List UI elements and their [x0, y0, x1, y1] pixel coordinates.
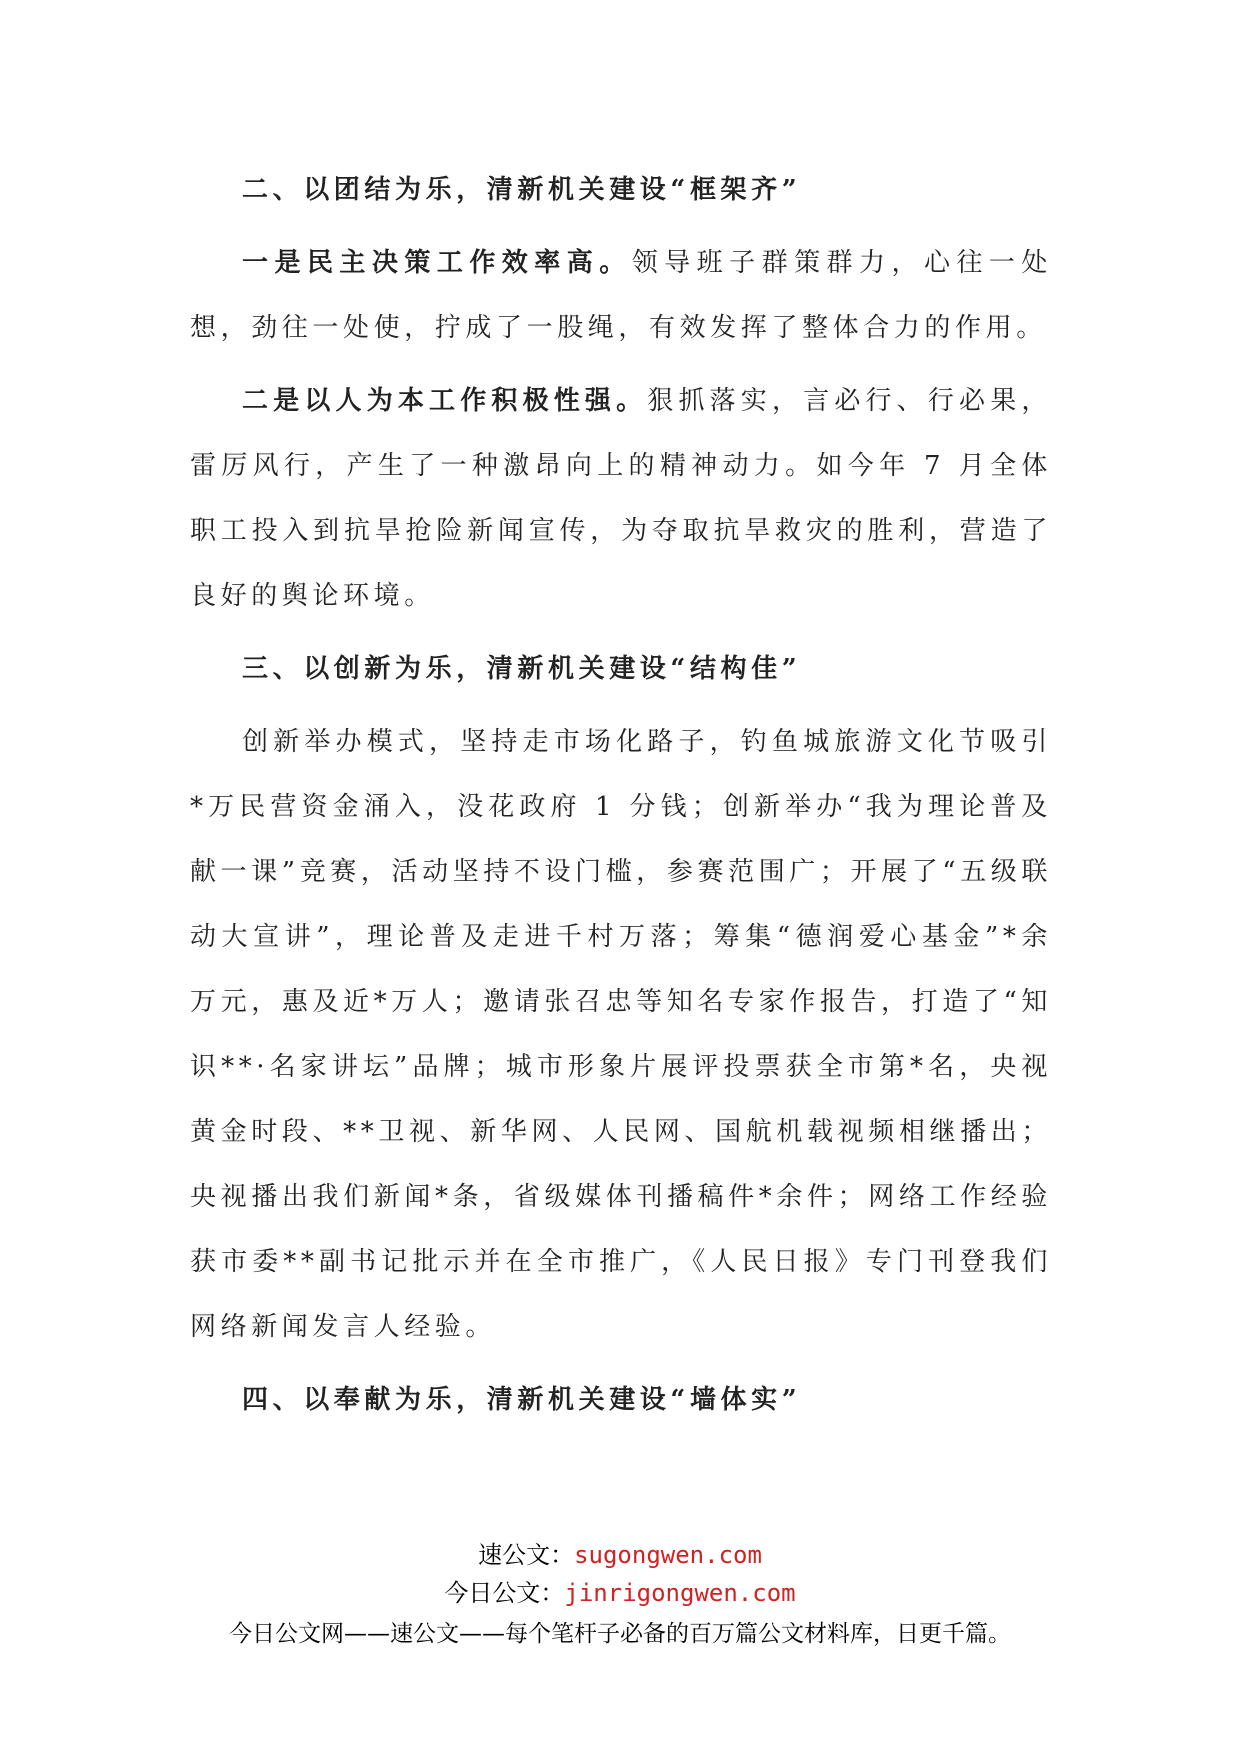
paragraph-text: 领导班子群策群力，心往一处想，劲往一处使，拧成了一股绳，有效发挥了整体合力的作用。 [190, 248, 1052, 343]
section-heading-3: 三、以创新为乐，清新机关建设“结构佳” [242, 654, 802, 684]
jinrigongwen-link[interactable]: jinrigongwen.com [564, 1579, 796, 1607]
footer-slogan: 今日公文网——速公文——每个笔杆子必备的百万篇公文材料库，日更千篇。 [229, 1621, 1011, 1647]
paragraph-democratic-decision [190, 231, 1052, 361]
paragraph-innovation: 创新举办模式，坚持走市场化路子，钓鱼城旅游文化节吸引*万民营资金涌入，没花政府 1 分钱；创新举办“我为理论普及献一课”竞赛，活动坚持不设门槛，参赛范围广；开展了“五级联动大宣讲”，理论普及走进千村万落；筹集“德润爱心基金”*余万元，惠及近*万人；邀请张召忠等知名专家作报告，打造了“知识**·名家讲坛”品牌；城市形象片展评投票获全市第*名，央视黄金时段、**卫视、新华网、人民网、国航机载视频相继播出；央视播出我们新闻*条，省级媒体刊播稿件*余件；网络工作经验获市委**副书记批示并在全市推广，《人民日报》专门刊登我们网络新闻发言人经验。 [190, 727, 1052, 1342]
section-heading-2: 二、以团结为乐，清新机关建设“框架齐” [242, 175, 802, 205]
footer-line-sugongwen [0, 1536, 1240, 1574]
sugongwen-link[interactable]: sugongwen.com [574, 1541, 762, 1569]
page-footer [0, 1536, 1240, 1654]
footer-line-jinrigongwen [0, 1574, 1240, 1612]
footer-label: 速公文： [478, 1541, 575, 1569]
paragraph-people-oriented [190, 369, 1052, 629]
footer-label: 今日公文： [444, 1579, 565, 1607]
lead-phrase: 一是民主决策工作效率高。 [242, 248, 632, 278]
lead-phrase: 二是以人为本工作积极性强。 [242, 386, 648, 416]
section-heading-4: 四、以奉献为乐，清新机关建设“墙体实” [242, 1385, 802, 1415]
document-body [190, 158, 1052, 1433]
paragraph-text: 狠抓落实，言必行、行必果，雷厉风行，产生了一种激昂向上的精神动力。如今年 7 月全体职工投入到抗旱抢险新闻宣传，为夺取抗旱救灾的胜利，营造了良好的舆论环境。 [190, 386, 1052, 611]
